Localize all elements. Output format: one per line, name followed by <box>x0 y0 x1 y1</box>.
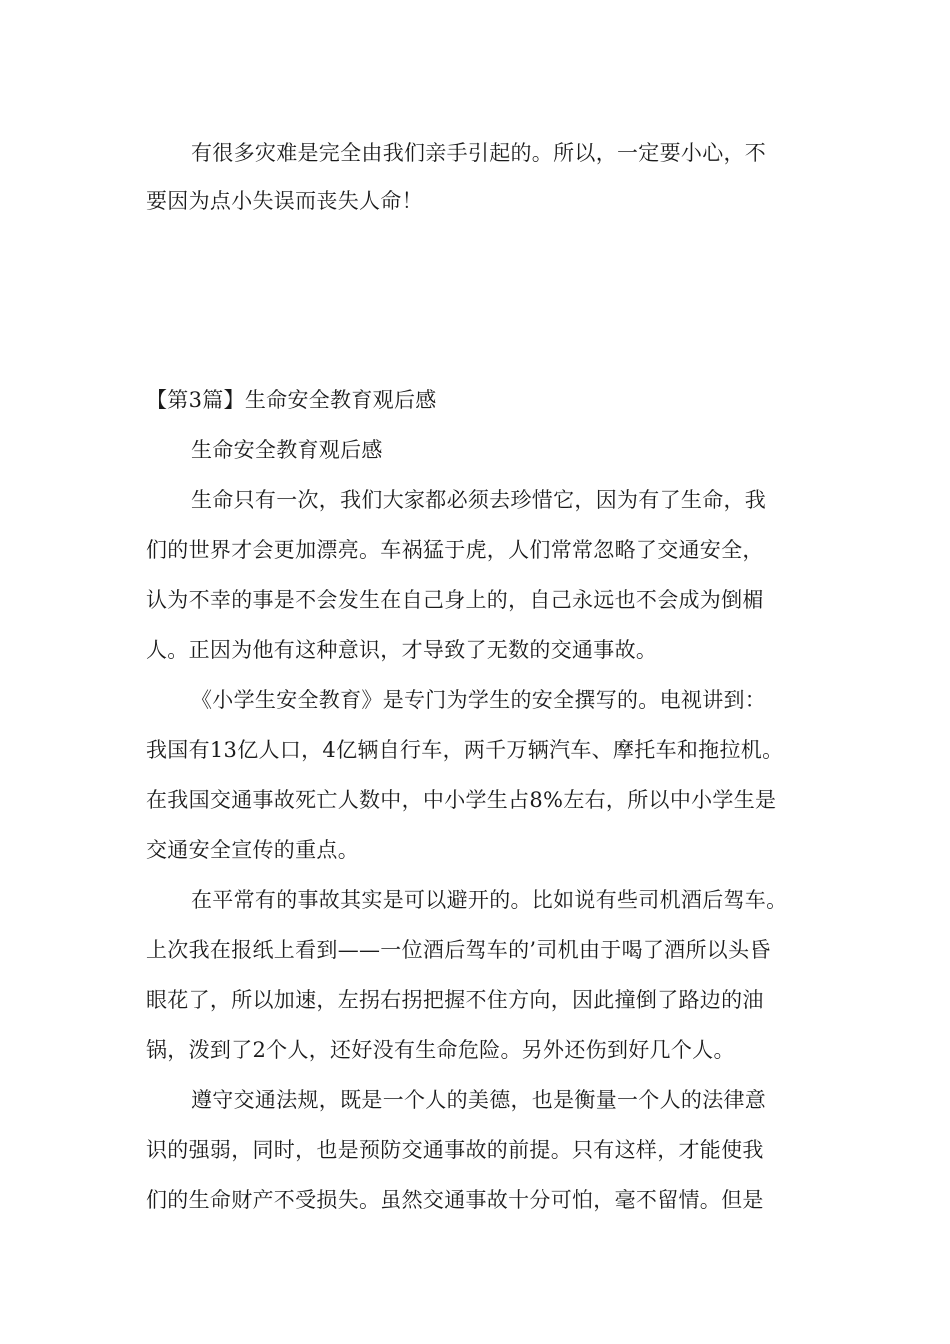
paragraph-3-line-1: 在平常有的事故其实是可以避开的。比如说有些司机酒后驾车。 <box>191 888 788 912</box>
paragraph-3-line-2: 上次我在报纸上看到——一位酒后驾车的’司机由于喝了酒所以头昏 <box>146 938 771 962</box>
paragraph-1-line-2: 们的世界才会更加漂亮。车祸猛于虎，人们常常忽略了交通安全， <box>146 538 764 562</box>
paragraph-2-line-4: 交通安全宣传的重点。 <box>146 838 359 862</box>
paragraph-2-line-3: 在我国交通事故死亡人数中，中小学生占8%左右，所以中小学生是 <box>146 788 777 812</box>
paragraph-4-line-3: 们的生命财产不受损失。虽然交通事故十分可怕，毫不留情。但是 <box>146 1188 764 1212</box>
paragraph-2-line-2: 我国有13亿人口，4亿辆自行车，两千万辆汽车、摩托车和拖拉机。 <box>146 738 784 762</box>
paragraph-3-line-4: 锅，泼到了2个人，还好没有生命危险。另外还伤到好几个人。 <box>146 1038 735 1062</box>
paragraph-2-line-1: 《小学生安全教育》是专门为学生的安全撰写的。电视讲到： <box>191 688 767 712</box>
section-heading: 【第3篇】生命安全教育观后感 <box>146 388 437 412</box>
paragraph-4-line-1: 遵守交通法规，既是一个人的美德，也是衡量一个人的法律意 <box>191 1088 767 1112</box>
paragraph-1-line-1: 生命只有一次，我们大家都必须去珍惜它，因为有了生命，我 <box>191 488 767 512</box>
paragraph-3-line-3: 眼花了，所以加速，左拐右拐把握不住方向，因此撞倒了路边的油 <box>146 988 764 1012</box>
paragraph-1-line-3: 认为不幸的事是不会发生在自己身上的，自己永远也不会成为倒楣 <box>146 588 764 612</box>
intro-line-1: 有很多灾难是完全由我们亲手引起的。所以，一定要小心，不 <box>191 141 767 165</box>
intro-line-2: 要因为点小失误而丧失人命！ <box>146 189 423 213</box>
paragraph-1-line-4: 人。正因为他有这种意识，才导致了无数的交通事故。 <box>146 638 658 662</box>
section-subtitle: 生命安全教育观后感 <box>191 438 383 462</box>
paragraph-4-line-2: 识的强弱，同时，也是预防交通事故的前提。只有这样，才能使我 <box>146 1138 764 1162</box>
